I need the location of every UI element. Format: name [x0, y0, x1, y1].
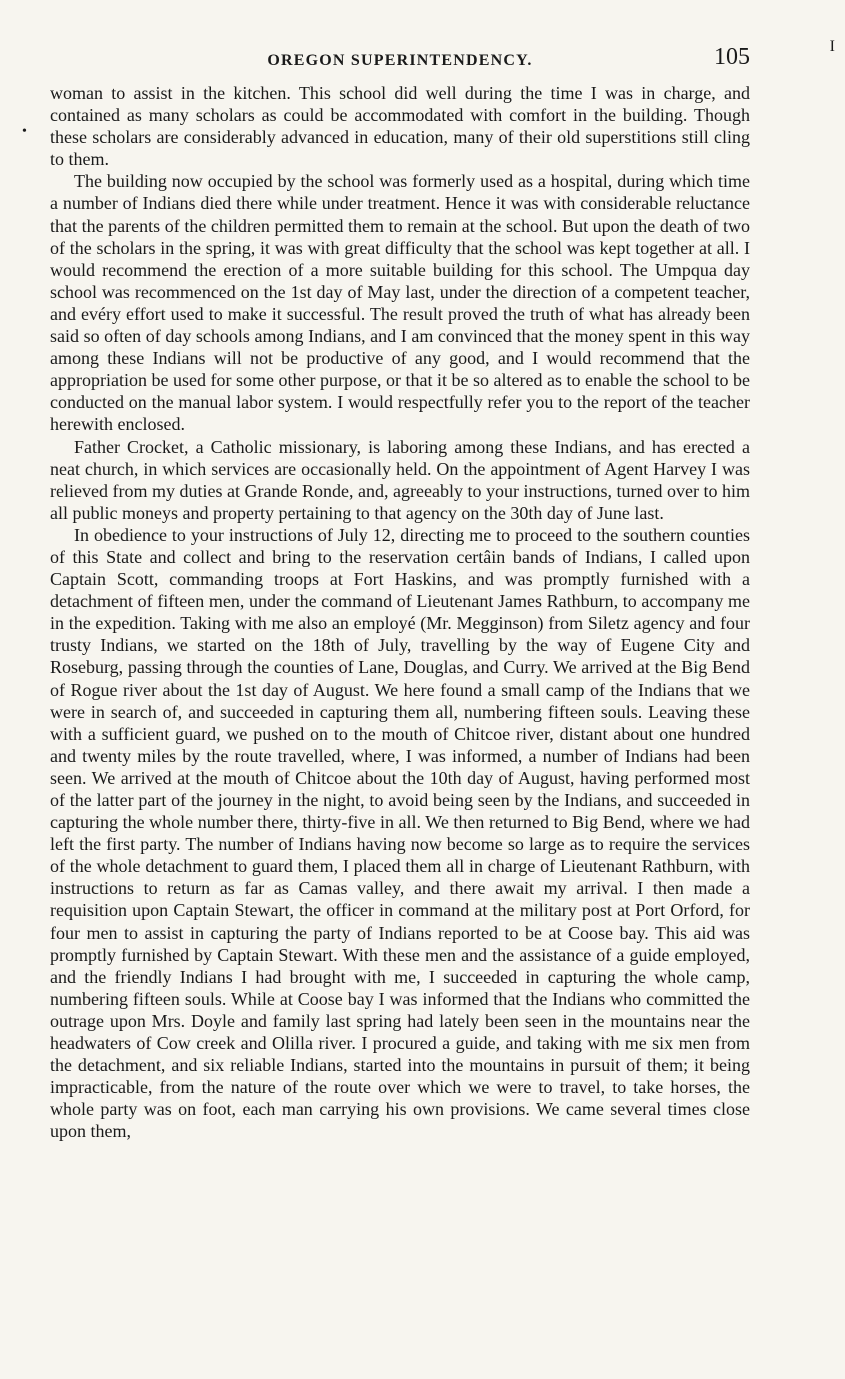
page-number: 105 [714, 44, 750, 70]
document-page [50, 42, 750, 1143]
paragraph-1: woman to assist in the kitchen. This school did well during the time I was in charge, and contained as many scholars as could be accommodated with comfort in the building. Though these scholars are considerably advanced in education, many of their old superstitions still cling to them. [50, 83, 750, 170]
body-text [50, 82, 750, 1143]
running-head [50, 42, 750, 82]
paragraph-2: The building now occupied by the school was formerly used as a hospital, during which time a number of Indians died there while under treatment. Hence it was with considerable reluctance that the parents of the children permitted them to remain at the school. But upon the death of two of the scholars in the spring, it was with great difficulty that the school was kept together at all. I would recommend the erection of a more suitable building for this school. The Umpqua day school was recommenced on the 1st day of May last, under the direction of a competent teacher, and evéry effort used to make it successful. The result proved the truth of what has already been said so often of day schools among Indians, and I am convinced that the money spent in this way among these Indians will not be productive of any good, and I would recommend that the appropriation be used for some other purpose, or that it be so altered as to enable the school to be conducted on the manual labor system. I would respectfully refer you to the report of the teacher herewith enclosed. [50, 171, 750, 435]
paragraph-3: Father Crocket, a Catholic missionary, is laboring among these Indians, and has erected a neat church, in which services are occasionally held. On the appointment of Agent Harvey I was relieved from my duties at Grande Ronde, and, agreeably to your instructions, turned over to him all public moneys and property pertaining to that agency on the 30th day of June last. [50, 436, 750, 523]
paragraph-4: In obedience to your instructions of July 12, directing me to proceed to the southern counties of this State and collect and bring to the reservation certâin bands of Indians, I called upon Captain Scott, commanding troops at Fort Haskins, and was promptly furnished with a detachment of fifteen men, under the command of Lieutenant James Rathburn, to accompany me in the expedition. Taking with me also an employé (Mr. Megginson) from Siletz agency and four trusty Indians, we started on the 18th of July, travelling by the way of Eugene City and Roseburg, passing through the counties of Lane, Douglas, and Curry. We arrived at the Big Bend of Rogue river about the 1st day of August. We here found a small camp of the Indians that we were in search of, and succeeded in capturing them all, numbering fifteen souls. Leaving these with a sufficient guard, we pushed on to the mouth of Chitcoe river, distant about one hundred and twenty miles by the route travelled, where, I was informed, a number of Indians had been seen. We arrived at the mouth of Chitcoe about the 10th day of August, having performed most of the latter part of the journey in the night, to avoid being seen by the Indians, and succeeded in capturing the whole number there, thirty-five in all. We then returned to Big Bend, where we had left the first party. The number of Indians having now become so large as to require the services of the whole detachment to guard them, I placed them all in charge of Lieutenant Rathburn, with instructions to return as far as Camas valley, and there await my arrival. I then made a requisition upon Captain Stewart, the officer in command at the military post at Port Orford, for four men to assist in capturing the party of Indians reported to be at Coose bay. This aid was promptly furnished by Captain Stewart. With these men and the assistance of a guide employed, and the friendly Indians I had brought with me, I succeeded in capturing the whole camp, numbering fifteen souls. While at Coose bay I was informed that the Indians who committed the outrage upon Mrs. Doyle and family last spring had lately been seen in the mountains near the headwaters of Cow creek and Olilla river. I procured a guide, and taking with me six men from the detachment, and six reliable Indians, started into the mountains in pursuit of them; it being impracticable, from the nature of the route over which we were to travel, to take horses, the whole party was on foot, each man carrying his own provisions. We came several times close upon them, [50, 524, 750, 1142]
margin-dot: • [22, 124, 27, 139]
page-header-title: OREGON SUPERINTENDENCY. [267, 52, 533, 69]
page-edge-mark: I [829, 38, 835, 55]
